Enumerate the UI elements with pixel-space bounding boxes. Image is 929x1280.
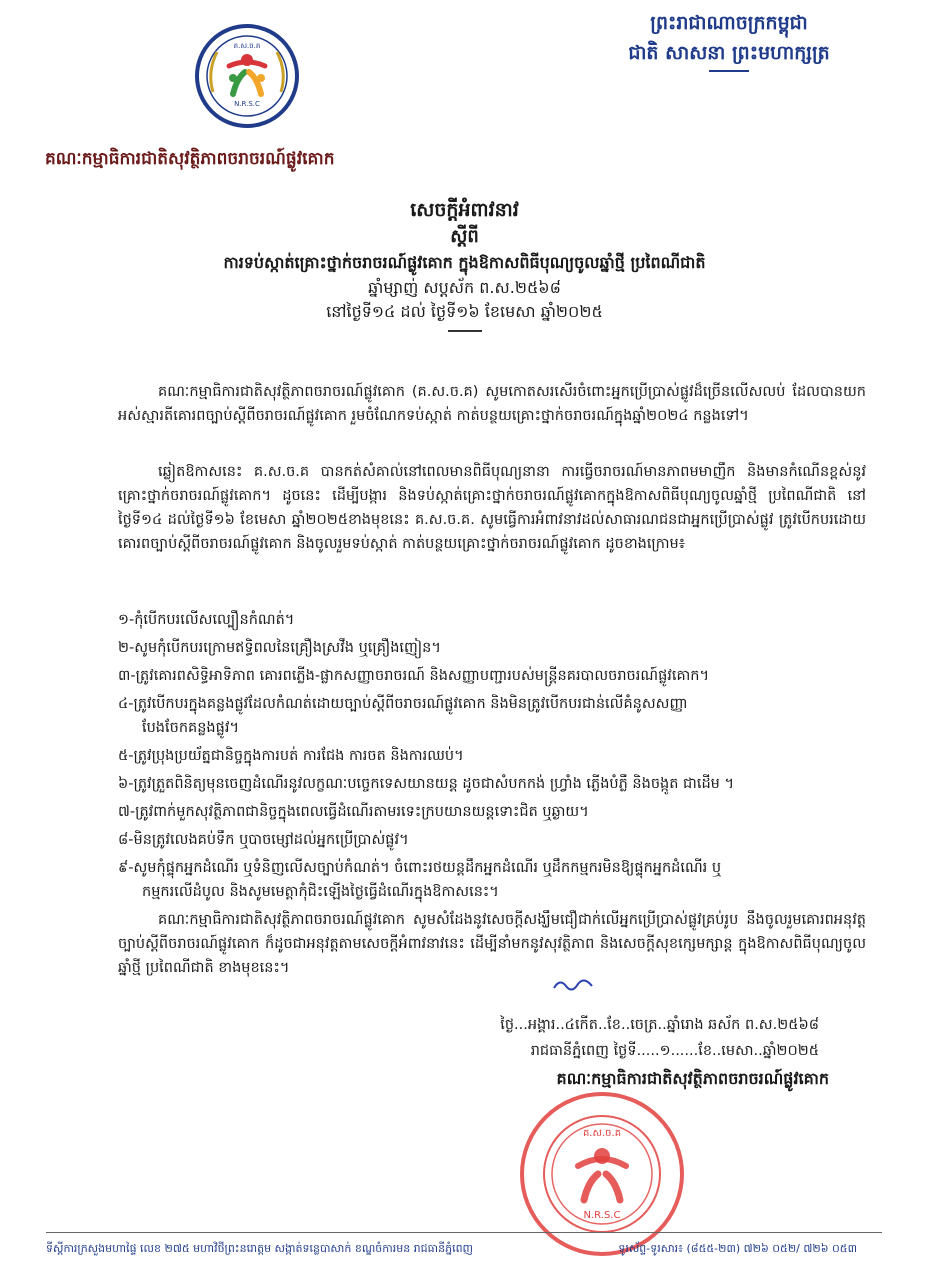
document-title-block [0,196,929,332]
committee-logo [193,22,301,130]
footer-address: ទីស្តីការក្រសួងមហាផ្ទៃ លេខ ២៧៥ មហាវិថីព្រះនរោត្តម សង្កាត់ទន្លេបាសាក់ ខណ្ឌចំការមន រាជធានីភ្នំពេញ [46,1242,474,1255]
title-divider [448,330,482,332]
committee-name: គណៈកម្មាធិការជាតិសុវត្ថិភាពចរាចរណ៍ផ្លូវគោក [45,149,335,169]
document-date-range: នៅថ្ងៃទី១៤ ដល់ ថ្ងៃទី១៦ ខែមេសា ឆ្នាំ២០២៥ [326,302,603,321]
svg-text:គ.ស.ច.គ: គ.ស.ច.គ [233,42,261,50]
paragraph-1: គណៈកម្មាធិការជាតិសុវត្ថិភាពចរាចរណ៍ផ្លូវគោក (គ.ស.ច.គ) សូមកោតសរសើរចំពោះអ្នកប្រើប្រាស់ផ្លូវដ៏ច្រើនលើសលប់ ដែលបានយកអស់ស្មារតីគោរពច្បាប់ស្តីពីចរាចរណ៍ផ្លូវគោក រួមចំណែកទប់ស្កាត់ កាត់បន្ថយគ្រោះថ្នាក់ចរាចរណ៍ក្នុងឆ្នាំ២០២៤ កន្លងទៅ។ [118,384,866,424]
document-subject: ការទប់ស្កាត់គ្រោះថ្នាក់ចរាចរណ៍ផ្លូវគោក ក្នុងឱកាសពិធីបុណ្យចូលឆ្នាំថ្មី ប្រពៃណីជាតិ [223,253,706,272]
signature-mark-icon [552,974,596,994]
list-item: ១-កុំបើកបរលើសល្បឿនកំណត់។ [118,612,295,628]
handwritten-initial [552,974,596,998]
list-item: ៤-ត្រូវបើកបរក្នុងគន្លងផ្លូវដែលកំណត់ដោយច្បាប់ស្តីពីចរាចរណ៍ផ្លូវគោក និងមិនត្រូវបើកបរជាន់លើគំនូសសញ្ញា បែងចែកគន្លងផ្លូវ។ [118,696,688,736]
document-subject-label: ស្តីពី [450,226,479,247]
document-title: សេចក្តីអំពាវនាវ [410,199,519,221]
paragraph-2: ឆ្លៀតឱកាសនេះ គ.ស.ច.គ បានកត់សំគាល់នៅពេលមានពិធីបុណ្យនានា ការធ្វើចរាចរណ៍មានភាពមមាញឹក និងមានកំណើនខ្ពស់នូវគ្រោះថ្នាក់ចរាចរណ៍ផ្លូវគោក។ ដូចនេះ ដើម្បីបង្ការ និងទប់ស្កាត់គ្រោះថ្នាក់ចរាចរណ៍ផ្លូវគោកក្នុងឱកាសពិធីបុណ្យចូលឆ្នាំថ្មី ប្រពៃណីជាតិ នៅថ្ងៃទី១៤ ដល់ថ្ងៃទី១៦ ខែមេសា ឆ្នាំ២០២៥ខាងមុខនេះ គ.ស.ច.គ. សូមធ្វើការអំពាវនាវដល់សាធារណជនជាអ្នកប្រើប្រាស់ផ្លូវ ត្រូវបើកបរដោយគោរពច្បាប់ស្តីពីចរាចរណ៍ផ្លូវគោក និងចូលរួមទប់ស្កាត់ កាត់បន្ថយគ្រោះថ្នាក់ចរាចរណ៍ផ្លូវគោក ដូចខាងក្រោម៖ [118,464,866,552]
svg-text:N.R.S.C: N.R.S.C [234,100,260,108]
footer-phone: ទូរស័ព្ទ-ទូរសារ៖ (៨៥៥-២៣) ៧២៦ ០៥២/ ៧២៦ ០៥៣ [618,1242,857,1255]
list-item: ២-សូមកុំបើកបរក្រោមឥទ្ធិពលនៃគ្រឿងស្រវឹង ឬគ្រឿងញៀន។ [118,640,441,656]
list-item: ៧-ត្រូវពាក់មួកសុវត្ថិភាពជានិច្ចក្នុងពេលធ្វើដំណើរតាមរទេះក្របយានយន្តទោះជិត ឬឆ្ងាយ។ [118,804,589,820]
svg-text:N.R.S.C: N.R.S.C [583,1210,621,1221]
header-divider [709,70,749,72]
list-item: ៣-ត្រូវគោរពសិទ្ធិអាទិភាព គោរពភ្លើង-ផ្លាកសញ្ញាចរាចរណ៍ និងសញ្ញាបញ្ជារបស់មន្ត្រីនគរបាលចរាចរណ៍ផ្លូវគោក។ [118,668,710,684]
kingdom-title: ព្រះរាជាណាចក្រកម្ពុជា [650,12,808,34]
list-item: ៥-ត្រូវប្រុងប្រយ័ត្នជានិច្ចក្នុងការបត់ ការជែង ការចត និងការឈប់។ [118,748,464,764]
paragraph-3: គណៈកម្មាធិការជាតិសុវត្ថិភាពចរាចរណ៍ផ្លូវគោក សូមសំដែងនូវសេចក្តីសង្ឃឹមជឿជាក់លើអ្នកប្រើប្រាស់ផ្លូវគ្រប់រូប នឹងចូលរួមគោរពអនុវត្តច្បាប់ស្តីពីចរាចរណ៍ផ្លូវគោក ក៏ដូចជាអនុវត្តតាមសេចក្តីអំពាវនាវនេះ ដើម្បីនាំមកនូវសុវត្ថិភាព និងសេចក្តីសុខក្សេមក្សាន្ត ក្នុងឱកាសពិធីបុណ្យចូលឆ្នាំថ្មី ប្រពៃណីជាតិ ខាងមុខនេះ។ [118,912,866,976]
lunar-date: ថ្ងៃ...អង្គារ..៤កើត..ខែ..ចេត្រ..ឆ្នាំរោង ឆស័ក ព.ស.២៥៦៨ [500,1017,819,1033]
solar-date: រាជធានីភ្នំពេញ ថ្ងៃទី.....១......ខែ..មេសា..ឆ្នាំ២០២៥ [530,1043,819,1059]
directive-list [118,608,866,904]
list-item: ៦-ត្រូវត្រួតពិនិត្យមុនចេញដំណើរនូវលក្ខណៈបច្ចេកទេសយានយន្ត ដូចជាសំបកកង់ ហ្វ្រាំង ភ្លើងបំភ្លឺ និងចង្កូត ជាដើម ។ [118,776,735,792]
document-year-line: ឆ្នាំម្សាញ់ សប្តស័ក ព.ស.២៥៦៨ [368,278,561,297]
list-item: ៨-មិនត្រូវលេងគប់ទឹក ឬបាចម្សៅដល់អ្នកប្រើប្រាស់ផ្លូវ។ [118,832,409,848]
signature-committee-name: គណៈកម្មាធិការជាតិសុវត្ថិភាពចរាចរណ៍ផ្លូវគោក [556,1069,829,1088]
kingdom-motto: ជាតិ សាសនា ព្រះមហាក្សត្រ [628,42,830,64]
svg-text:គ.ស.ច.គ: គ.ស.ច.គ [582,1128,622,1139]
kingdom-header [599,8,859,72]
logo-emblem-icon [193,22,301,130]
footer-divider [46,1232,882,1233]
list-item: ៩-សូមកុំផ្ទុកអ្នកដំណើរ ឬទំនិញលើសច្បាប់កំណត់។ ចំពោះរថយន្តដឹកអ្នកដំណើរ ឬដឹកកម្មករមិនឱ្យផ្ទុកអ្នកដំណើរ ឬ កម្មករលើដំបូល និងសូមមេត្តាកុំជិះឡើងថ្ងៃធ្វើដំណើរក្នុងឱកាសនេះ។ [118,860,722,900]
